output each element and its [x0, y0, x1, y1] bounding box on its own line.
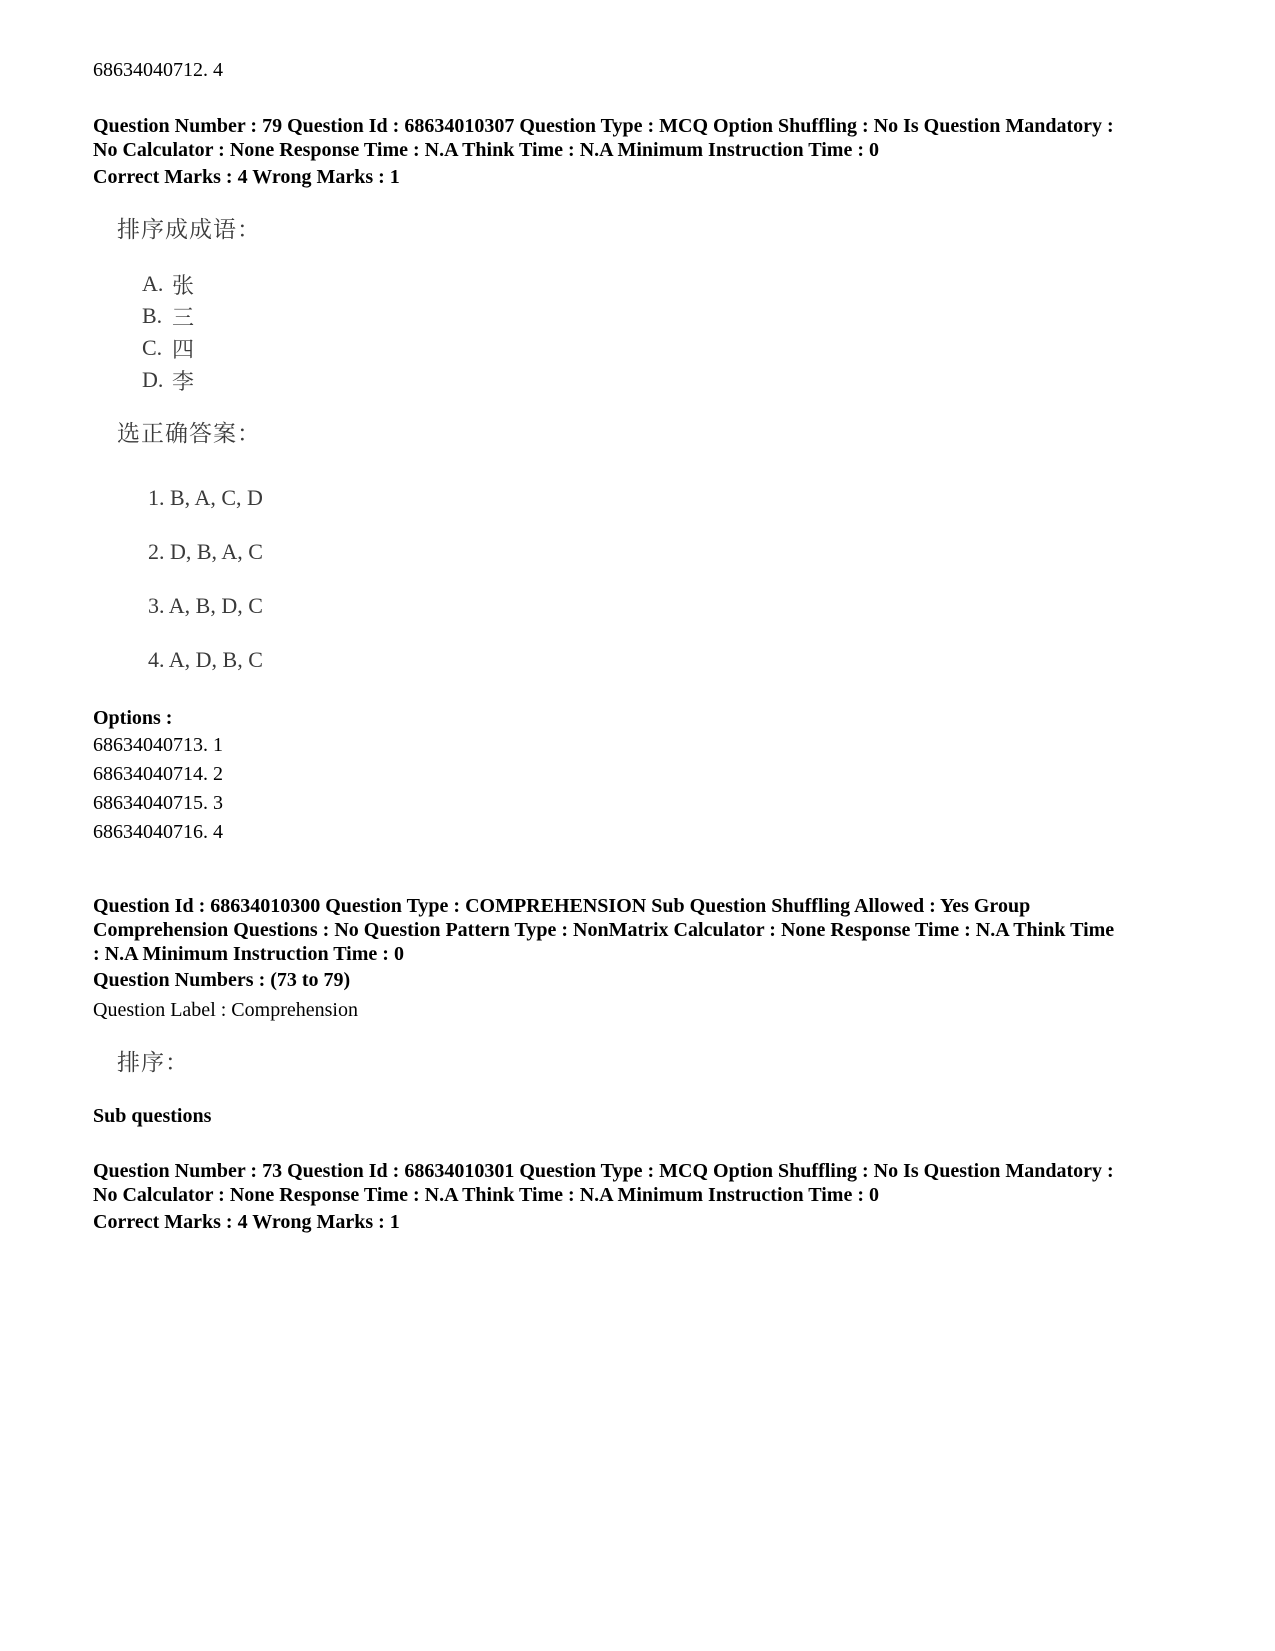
option-line: 68634040715. 3	[93, 792, 223, 814]
sub-questions-heading: Sub questions	[93, 1105, 212, 1127]
question-79-item	[142, 364, 194, 396]
question-79-meta	[93, 114, 1203, 162]
item-label: C.	[142, 335, 163, 360]
comprehension-prompt: 排序：	[117, 1050, 189, 1076]
comprehension-meta-line-1: Question Id : 68634010300 Question Type : COMPREHENSION Sub Question Shuffling Allowed : Yes Group	[93, 895, 1031, 917]
item-label: A.	[142, 271, 164, 296]
option-line: 68634040713. 1	[93, 734, 223, 756]
question-79-answer-choices	[148, 483, 263, 699]
question-79-meta-line-2: No Calculator : None Response Time : N.A Think Time : N.A Minimum Instruction Time : 0	[93, 139, 879, 161]
answer-choice: 3. A, B, D, C	[148, 593, 263, 618]
item-label: D.	[142, 367, 164, 392]
question-73-meta	[93, 1159, 1203, 1207]
question-73-meta-line-1: Question Number : 73 Question Id : 68634010301 Question Type : MCQ Option Shuffling : No Is Question Mandatory :	[93, 1160, 1114, 1182]
question-79-item	[142, 268, 194, 300]
answer-choice: 4. A, D, B, C	[148, 647, 263, 672]
comprehension-meta-line-2: Comprehension Questions : No Question Pattern Type : NonMatrix Calculator : None Response Time : N.A Think Time	[93, 919, 1115, 941]
comprehension-meta-line-3: : N.A Minimum Instruction Time : 0	[93, 943, 404, 965]
question-79-marks: Correct Marks : 4 Wrong Marks : 1	[93, 166, 400, 188]
item-label: B.	[142, 303, 163, 328]
comprehension-question-label: Question Label : Comprehension	[93, 999, 358, 1021]
question-79-prompt: 排序成成语：	[117, 217, 261, 243]
question-79-choose-prompt: 选正确答案：	[117, 421, 261, 447]
options-heading: Options :	[93, 707, 173, 729]
question-79-item	[142, 300, 194, 332]
answer-choice: 1. B, A, C, D	[148, 485, 263, 510]
item-text: 四	[172, 337, 195, 363]
option-line: 68634040714. 2	[93, 763, 223, 785]
question-79-meta-line-1: Question Number : 79 Question Id : 68634010307 Question Type : MCQ Option Shuffling : No Is Question Mandatory :	[93, 115, 1114, 137]
item-text: 三	[172, 305, 195, 331]
option-line: 68634040716. 4	[93, 821, 223, 843]
comprehension-question-numbers: Question Numbers : (73 to 79)	[93, 969, 351, 991]
previous-option-line: 68634040712. 4	[93, 59, 223, 81]
question-73-marks: Correct Marks : 4 Wrong Marks : 1	[93, 1211, 400, 1233]
item-text: 李	[172, 369, 195, 395]
comprehension-meta	[93, 894, 1203, 966]
question-73-meta-line-2: No Calculator : None Response Time : N.A Think Time : N.A Minimum Instruction Time : 0	[93, 1184, 879, 1206]
question-79-item	[142, 332, 194, 364]
item-text: 张	[172, 273, 195, 299]
question-79-options	[93, 731, 223, 847]
answer-choice: 2. D, B, A, C	[148, 539, 263, 564]
question-79-items	[142, 268, 194, 396]
